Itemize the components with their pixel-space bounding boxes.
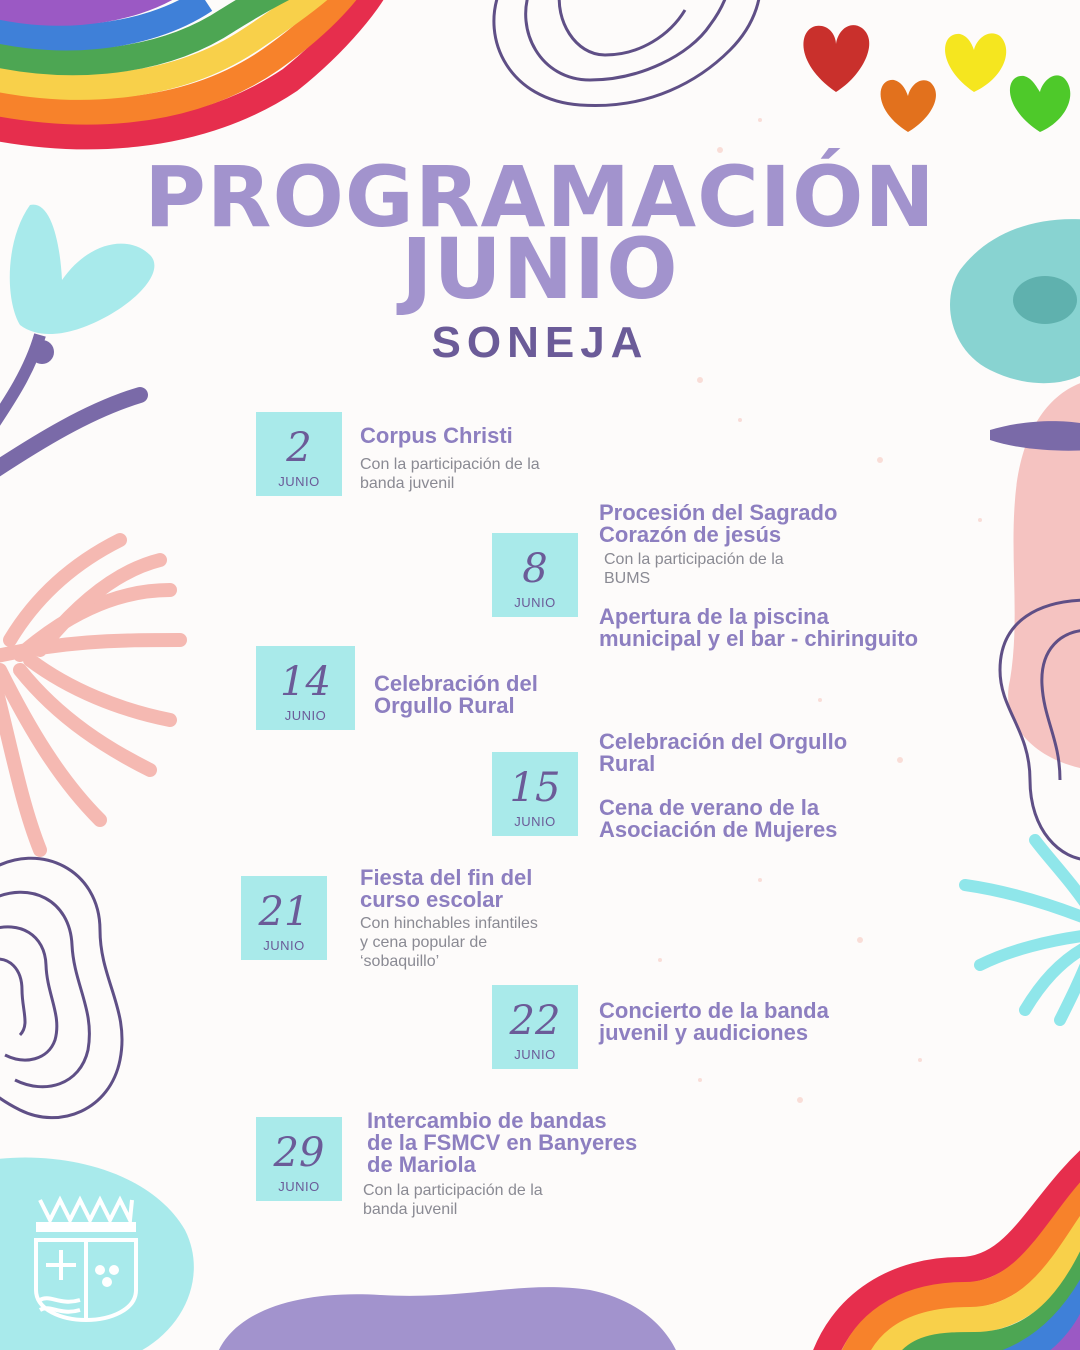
date-box-14 xyxy=(256,646,355,730)
hearts-decoration xyxy=(803,25,1070,132)
event-title: Procesión del Sagrado Corazón de jesús xyxy=(599,500,838,547)
event-title: Celebración del Orgullo Rural xyxy=(599,729,848,776)
date-box-21 xyxy=(241,876,327,960)
date-day: 14 xyxy=(280,659,331,705)
date-day: 8 xyxy=(522,546,548,592)
date-box-29 xyxy=(256,1117,342,1201)
date-day: 29 xyxy=(273,1130,325,1176)
date-month: JUNIO xyxy=(278,1179,320,1194)
event-description: Con la participación de la banda juvenil xyxy=(360,456,540,492)
event-description: Con la participación de la banda juvenil xyxy=(363,1182,543,1218)
date-day: 2 xyxy=(286,425,312,471)
event-title-secondary: Apertura de la piscina municipal y el bar - chiringuito xyxy=(599,604,919,651)
date-day: 15 xyxy=(509,765,561,811)
event-title: Concierto de la banda juvenil y audiciones xyxy=(599,998,829,1045)
date-box-22 xyxy=(492,985,578,1069)
palm-leaf-left xyxy=(0,540,180,850)
yellow-heart-icon xyxy=(945,33,1006,92)
town-name: SONEJA xyxy=(431,318,649,367)
rainbow-wave-bottom-right xyxy=(820,1150,1080,1350)
red-heart-icon xyxy=(803,25,869,92)
date-day: 22 xyxy=(509,998,561,1044)
date-month: JUNIO xyxy=(514,1047,556,1062)
date-day: 21 xyxy=(258,889,310,935)
date-month: JUNIO xyxy=(278,474,320,489)
event-description: Con hinchables infantiles y cena popular de ‘sobaquillo’ xyxy=(360,915,538,970)
date-month: JUNIO xyxy=(284,708,327,723)
event-title: Intercambio de bandas de la FSMCV en Banyeres de Mariola xyxy=(367,1108,638,1177)
date-box-8 xyxy=(492,533,578,617)
date-month: JUNIO xyxy=(514,814,556,829)
date-box-15 xyxy=(492,752,578,836)
event-title: Celebración del Orgullo Rural xyxy=(374,671,538,718)
event-title-secondary: Cena de verano de la Asociación de Mujeres xyxy=(599,795,838,842)
date-month: JUNIO xyxy=(514,595,556,610)
date-box-2 xyxy=(256,412,342,496)
green-heart-icon xyxy=(1010,75,1070,132)
event-title: Corpus Christi xyxy=(360,423,513,448)
purple-blob-bottom xyxy=(215,1287,680,1350)
swirl-lines-top xyxy=(494,0,760,106)
swirl-lines-bottom-left xyxy=(0,858,122,1117)
date-month: JUNIO xyxy=(263,938,305,953)
palm-leaf-right xyxy=(965,840,1080,1020)
page-title-month: JUNIO xyxy=(401,220,679,318)
event-description: Con la participación de la BUMS xyxy=(604,551,784,587)
orange-heart-icon xyxy=(881,80,936,132)
event-title: Fiesta del fin del curso escolar xyxy=(360,865,533,912)
page-title: PROGRAMACIÓN xyxy=(144,148,936,246)
rainbow-wave-top-left xyxy=(0,0,380,136)
